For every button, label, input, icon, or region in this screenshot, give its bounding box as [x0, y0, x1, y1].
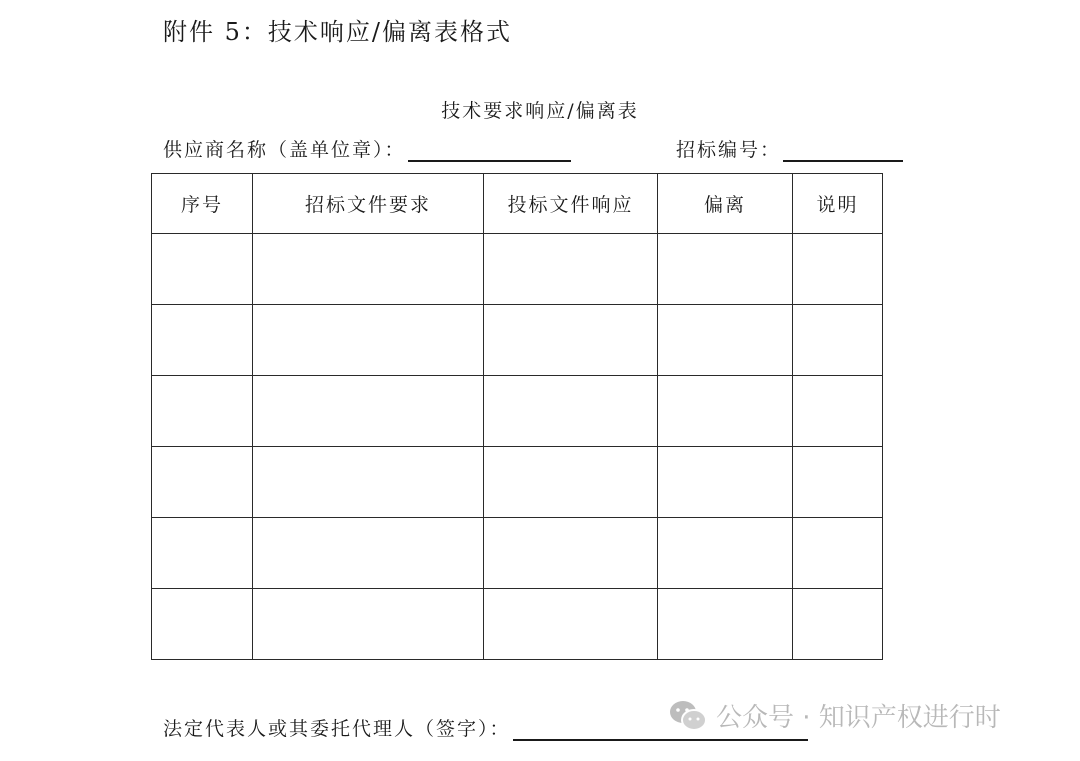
- signature-label: 法定代表人或其委托代理人（签字）：: [163, 718, 511, 740]
- cell-deviation[interactable]: [658, 376, 793, 447]
- bid-number-field: [676, 135, 903, 162]
- supplier-name-blank[interactable]: [408, 138, 571, 162]
- table-row: [152, 234, 883, 305]
- wechat-icon: [668, 699, 708, 733]
- header-serial-number: 序号: [152, 174, 253, 234]
- cell-bid-response[interactable]: [484, 305, 658, 376]
- attachment-title: 附件 5：技术响应/偏离表格式: [163, 18, 512, 46]
- table-body: [152, 234, 883, 660]
- cell-serial-number[interactable]: [152, 234, 253, 305]
- cell-remarks[interactable]: [793, 376, 883, 447]
- table-header-row: [152, 174, 883, 234]
- bid-number-label: 招标编号：: [676, 139, 782, 161]
- table-row: [152, 518, 883, 589]
- cell-deviation[interactable]: [658, 589, 793, 660]
- cell-deviation[interactable]: [658, 447, 793, 518]
- cell-serial-number[interactable]: [152, 305, 253, 376]
- header-deviation: 偏离: [658, 174, 793, 234]
- table-row: [152, 589, 883, 660]
- cell-remarks[interactable]: [793, 447, 883, 518]
- cell-remarks[interactable]: [793, 518, 883, 589]
- table-title: 技术要求响应/偏离表: [441, 100, 639, 122]
- header-tender-requirement: 招标文件要求: [253, 174, 484, 234]
- watermark-text: 公众号 · 知识产权进行时: [716, 703, 1001, 733]
- header-bid-response: 投标文件响应: [484, 174, 658, 234]
- bid-number-blank[interactable]: [783, 138, 903, 162]
- cell-tender-requirement[interactable]: [253, 376, 484, 447]
- cell-deviation[interactable]: [658, 518, 793, 589]
- cell-bid-response[interactable]: [484, 447, 658, 518]
- cell-tender-requirement[interactable]: [253, 305, 484, 376]
- cell-deviation[interactable]: [658, 305, 793, 376]
- response-deviation-table: [151, 173, 883, 660]
- cell-bid-response[interactable]: [484, 234, 658, 305]
- cell-deviation[interactable]: [658, 234, 793, 305]
- cell-bid-response[interactable]: [484, 518, 658, 589]
- header-remarks: 说明: [793, 174, 883, 234]
- cell-tender-requirement[interactable]: [253, 234, 484, 305]
- cell-remarks[interactable]: [793, 234, 883, 305]
- cell-tender-requirement[interactable]: [253, 518, 484, 589]
- cell-serial-number[interactable]: [152, 376, 253, 447]
- cell-serial-number[interactable]: [152, 447, 253, 518]
- cell-remarks[interactable]: [793, 589, 883, 660]
- table-row: [152, 376, 883, 447]
- cell-bid-response[interactable]: [484, 376, 658, 447]
- cell-serial-number[interactable]: [152, 589, 253, 660]
- supplier-name-label: 供应商名称（盖单位章）：: [163, 139, 406, 161]
- table-row: [152, 305, 883, 376]
- watermark: [668, 697, 1001, 734]
- supplier-name-field: [163, 135, 571, 162]
- cell-serial-number[interactable]: [152, 518, 253, 589]
- cell-remarks[interactable]: [793, 305, 883, 376]
- cell-tender-requirement[interactable]: [253, 589, 484, 660]
- cell-bid-response[interactable]: [484, 589, 658, 660]
- table-row: [152, 447, 883, 518]
- cell-tender-requirement[interactable]: [253, 447, 484, 518]
